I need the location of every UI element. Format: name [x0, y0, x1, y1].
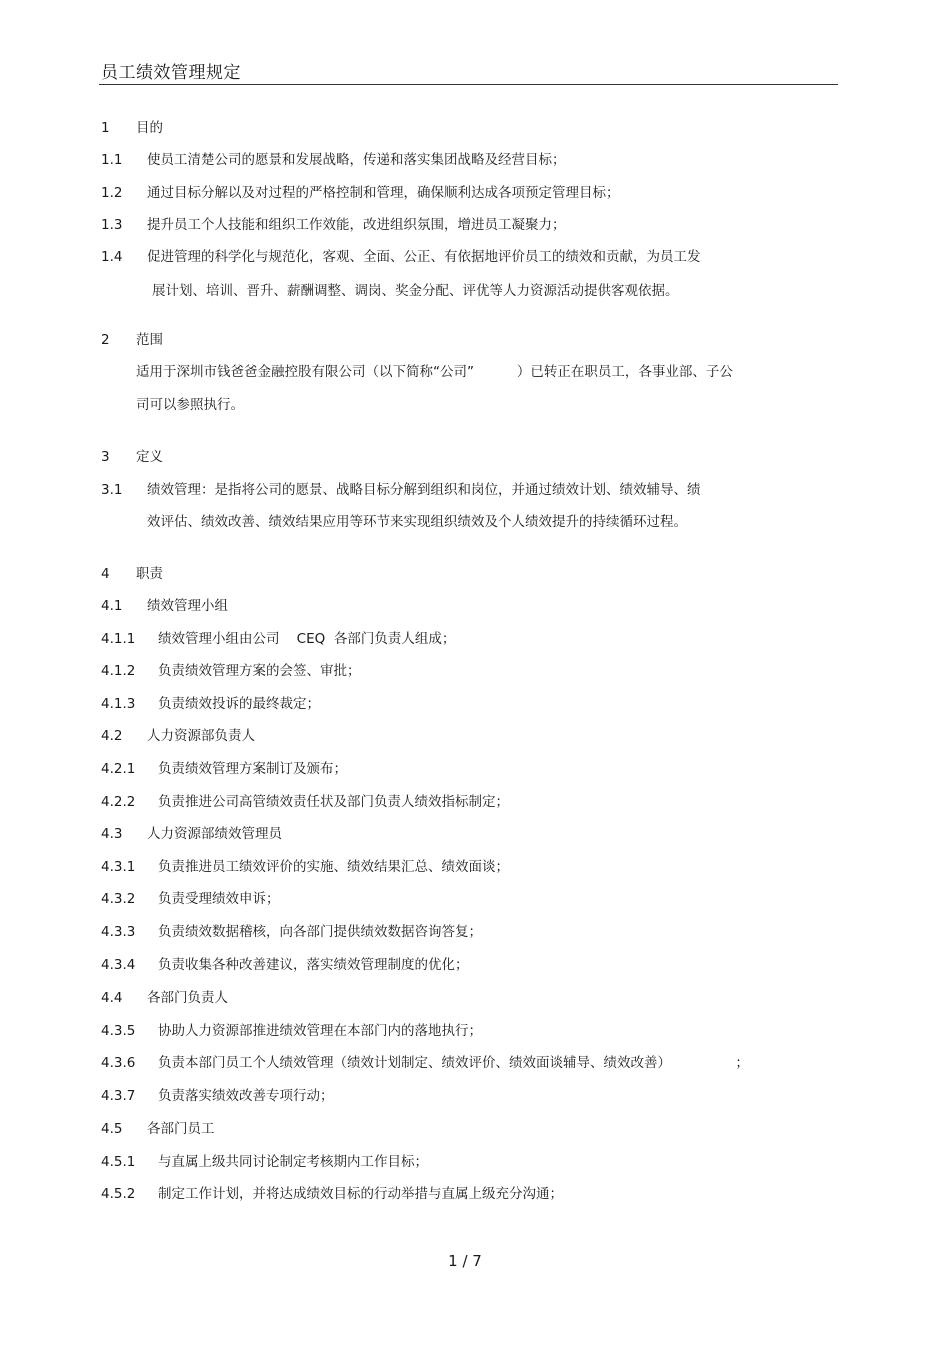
item-text: 负责推进员工绩效评价的实施、绩效结果汇总、绩效面谈； — [158, 859, 509, 875]
item-number: 4.1.2 — [101, 663, 136, 679]
item-number: 1.1 — [101, 152, 123, 168]
document-header-title: 员工绩效管理规定 — [101, 63, 241, 83]
subsection-heading: 各部门员工 — [147, 1121, 215, 1137]
item-text: 负责收集各种改善建议，落实绩效管理制度的优化； — [158, 957, 469, 973]
item-text: 制定工作计划，并将达成绩效目标的行动举措与直属上级充分沟通； — [158, 1186, 563, 1202]
header-divider — [99, 84, 838, 85]
item-number: 1.4 — [101, 249, 123, 265]
item-number: 4.3.6 — [101, 1055, 136, 1071]
subsection-number: 4.2 — [101, 728, 123, 744]
subsection-heading: 人力资源部绩效管理员 — [147, 826, 282, 842]
section-number: 4 — [101, 566, 110, 582]
section-heading: 定义 — [136, 449, 163, 465]
subsection-number: 4.5 — [101, 1121, 123, 1137]
subsection-number: 4.1 — [101, 598, 123, 614]
item-text: 负责推进公司高管绩效责任状及部门负责人绩效指标制定； — [158, 794, 509, 810]
section-heading: 范围 — [136, 332, 163, 348]
item-number: 4.3.5 — [101, 1023, 136, 1039]
subsection-heading: 绩效管理小组 — [147, 598, 228, 614]
item-text: 提升员工个人技能和组织工作效能，改进组织氛围，增进员工凝聚力； — [147, 217, 566, 233]
section-number: 3 — [101, 449, 110, 465]
item-text: 协助人力资源部推进绩效管理在本部门内的落地执行； — [158, 1023, 482, 1039]
paragraph-text: 适用于深圳市钱爸爸金融控股有限公司（以下简称“公司” ）已转正在职员工，各事业部、子公 — [136, 364, 733, 380]
subsection-heading: 人力资源部负责人 — [147, 728, 255, 744]
subsection-number: 4.3 — [101, 826, 123, 842]
item-number: 4.3.3 — [101, 924, 136, 940]
item-number: 1.3 — [101, 217, 123, 233]
item-text: 绩效管理小组由公司 CEQ 各部门负责人组成； — [158, 631, 456, 647]
item-number: 4.1.1 — [101, 631, 136, 647]
item-number: 4.5.2 — [101, 1186, 136, 1202]
item-number: 4.3.2 — [101, 891, 136, 907]
item-number: 4.3.7 — [101, 1088, 136, 1104]
section-heading: 目的 — [136, 120, 163, 136]
item-number: 4.2.1 — [101, 761, 136, 777]
item-number: 4.2.2 — [101, 794, 136, 810]
item-text: 促进管理的科学化与规范化，客观、全面、公正、有依据地评价员工的绩效和贡献，为员工发 — [147, 249, 701, 265]
section-number: 2 — [101, 332, 110, 348]
section-number: 1 — [101, 120, 110, 136]
item-text: 负责受理绩效申诉； — [158, 891, 280, 907]
item-text-continued: 效评估、绩效改善、绩效结果应用等环节来实现组织绩效及个人绩效提升的持续循环过程。 — [147, 514, 687, 530]
subsection-number: 4.4 — [101, 990, 123, 1006]
item-text: 通过目标分解以及对过程的严格控制和管理，确保顺利达成各项预定管理目标； — [147, 185, 620, 201]
item-text: 负责绩效管理方案的会签、审批； — [158, 663, 361, 679]
item-text: 负责本部门员工个人绩效管理（绩效计划制定、绩效评价、绩效面谈辅导、绩效改善） ； — [158, 1055, 749, 1071]
section-heading: 职责 — [136, 566, 163, 582]
item-text: 绩效管理：是指将公司的愿景、战略目标分解到组织和岗位，并通过绩效计划、绩效辅导、绩 — [147, 482, 701, 498]
item-number: 3.1 — [101, 482, 123, 498]
item-number: 4.1.3 — [101, 696, 136, 712]
item-number: 4.3.1 — [101, 859, 136, 875]
item-text: 负责绩效数据稽核，向各部门提供绩效数据咨询答复； — [158, 924, 482, 940]
item-text-continued: 展计划、培训、晋升、薪酬调整、调岗、奖金分配、评优等人力资源活动提供客观依据。 — [152, 283, 679, 299]
page-number: 1 / 7 — [448, 1252, 482, 1270]
item-number: 4.5.1 — [101, 1154, 136, 1170]
item-text: 使员工清楚公司的愿景和发展战略，传递和落实集团战略及经营目标； — [147, 152, 566, 168]
item-text: 负责绩效投诉的最终裁定； — [158, 696, 320, 712]
item-text: 与直属上级共同讨论制定考核期内工作目标； — [158, 1154, 428, 1170]
paragraph-text-continued: 司可以参照执行。 — [136, 397, 244, 413]
subsection-heading: 各部门负责人 — [147, 990, 228, 1006]
item-number: 4.3.4 — [101, 957, 136, 973]
item-number: 1.2 — [101, 185, 123, 201]
item-text: 负责绩效管理方案制订及颁布； — [158, 761, 347, 777]
item-text: 负责落实绩效改善专项行动； — [158, 1088, 334, 1104]
